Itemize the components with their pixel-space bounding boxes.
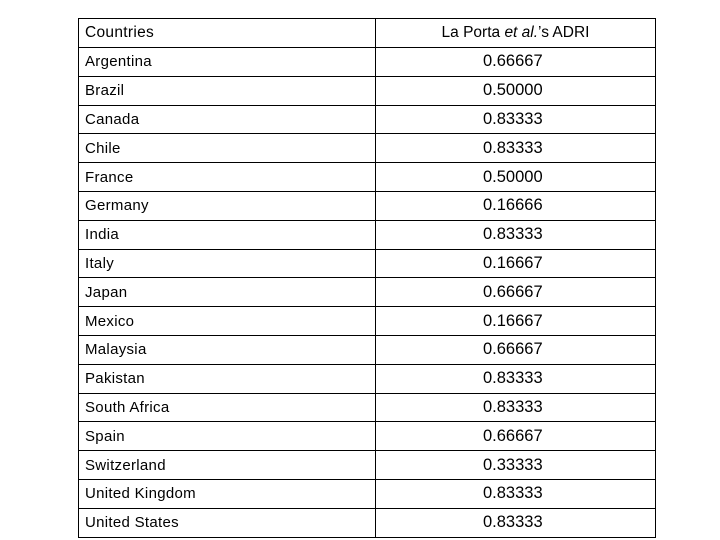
adri-value-cell: 0.83333 bbox=[376, 134, 656, 163]
table-row bbox=[79, 220, 656, 249]
countries-column-header: Countries bbox=[79, 19, 376, 48]
table-row bbox=[79, 191, 656, 220]
adri-header-suffix: ’s ADRI bbox=[538, 24, 590, 41]
adri-value-cell: 0.16667 bbox=[376, 249, 656, 278]
table-row bbox=[79, 451, 656, 480]
country-cell: South Africa bbox=[79, 393, 376, 422]
table-row bbox=[79, 335, 656, 364]
country-cell: Chile bbox=[79, 134, 376, 163]
country-cell: United States bbox=[79, 508, 376, 537]
adri-value-cell: 0.16667 bbox=[376, 307, 656, 336]
table-row bbox=[79, 76, 656, 105]
adri-value-cell: 0.66667 bbox=[376, 278, 656, 307]
country-cell: Japan bbox=[79, 278, 376, 307]
table-row bbox=[79, 422, 656, 451]
country-cell: Mexico bbox=[79, 307, 376, 336]
table-row bbox=[79, 479, 656, 508]
adri-value-cell: 0.83333 bbox=[376, 393, 656, 422]
country-cell: Spain bbox=[79, 422, 376, 451]
table-body bbox=[79, 48, 656, 538]
country-cell: Germany bbox=[79, 191, 376, 220]
adri-value-cell: 0.66667 bbox=[376, 335, 656, 364]
table-row bbox=[79, 393, 656, 422]
country-cell: Brazil bbox=[79, 76, 376, 105]
country-cell: France bbox=[79, 163, 376, 192]
adri-value-cell: 0.83333 bbox=[376, 105, 656, 134]
adri-header-italic: et al. bbox=[504, 24, 539, 41]
table-row bbox=[79, 163, 656, 192]
table-row bbox=[79, 105, 656, 134]
country-cell: Argentina bbox=[79, 48, 376, 77]
country-cell: India bbox=[79, 220, 376, 249]
table-header-row bbox=[79, 19, 656, 48]
adri-table bbox=[78, 18, 656, 538]
adri-value-cell: 0.83333 bbox=[376, 220, 656, 249]
adri-column-header bbox=[376, 19, 656, 48]
adri-value-cell: 0.83333 bbox=[376, 364, 656, 393]
table-row bbox=[79, 48, 656, 77]
adri-value-cell: 0.33333 bbox=[376, 451, 656, 480]
country-cell: Italy bbox=[79, 249, 376, 278]
adri-value-cell: 0.50000 bbox=[376, 76, 656, 105]
adri-value-cell: 0.83333 bbox=[376, 479, 656, 508]
country-cell: United Kingdom bbox=[79, 479, 376, 508]
adri-value-cell: 0.50000 bbox=[376, 163, 656, 192]
table-row bbox=[79, 508, 656, 537]
adri-value-cell: 0.16666 bbox=[376, 191, 656, 220]
adri-value-cell: 0.66667 bbox=[376, 48, 656, 77]
adri-value-cell: 0.66667 bbox=[376, 422, 656, 451]
table-row bbox=[79, 364, 656, 393]
adri-value-cell: 0.83333 bbox=[376, 508, 656, 537]
table-row bbox=[79, 278, 656, 307]
country-cell: Pakistan bbox=[79, 364, 376, 393]
table-row bbox=[79, 249, 656, 278]
table-row bbox=[79, 134, 656, 163]
country-cell: Malaysia bbox=[79, 335, 376, 364]
table-row bbox=[79, 307, 656, 336]
adri-header-prefix: La Porta bbox=[441, 24, 505, 41]
country-cell: Switzerland bbox=[79, 451, 376, 480]
country-cell: Canada bbox=[79, 105, 376, 134]
